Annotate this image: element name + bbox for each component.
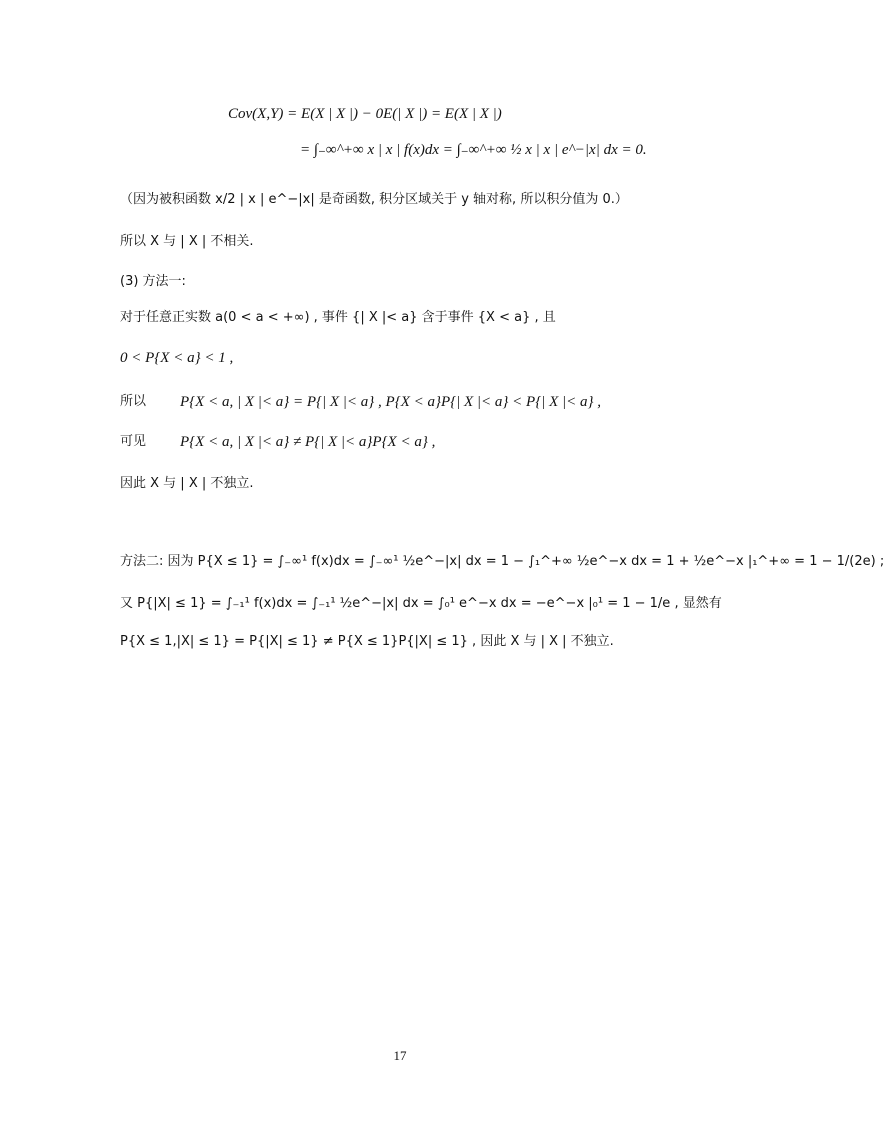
odd-function-reason: （因为被积函数 x/2 | x | e^−|x| 是奇函数, 积分区域关于 y 轴对称, 所以积分值为 0.）: [120, 192, 628, 207]
method2-line-1: 方法二: 因为 P{X ≤ 1} = ∫₋∞¹ f(x)dx = ∫₋∞¹ ½e^−|x| dx = 1 − ∫₁^+∞ ½e^−x dx = 1 + ½e^−x |₁^+∞ = 1 − 1/(2e) ;: [120, 554, 884, 569]
uncorrelated-conclusion: 所以 X 与 | X | 不相关.: [120, 234, 254, 249]
method1-line-4: P{X < a, | X |< a} ≠ P{| X |< a}P{X < a} ,: [180, 434, 436, 450]
method1-line-2: 0 < P{X < a} < 1 ,: [120, 350, 234, 366]
method1-line-3-label: 所以: [120, 394, 147, 409]
cov-equation-line-1: Cov(X,Y) = E(X | X |) − 0E(| X |) = E(X | X |): [228, 106, 502, 122]
part3-method1-header: (3) 方法一:: [120, 274, 186, 289]
method2-line-2: 又 P{|X| ≤ 1} = ∫₋₁¹ f(x)dx = ∫₋₁¹ ½e^−|x| dx = ∫₀¹ e^−x dx = −e^−x |₀¹ = 1 − 1/e , 显然有: [120, 596, 722, 611]
method1-line-4-label: 可见: [120, 434, 147, 449]
cov-equation-line-2: = ∫₋∞^+∞ x | x | f(x)dx = ∫₋∞^+∞ ½ x | x | e^−|x| dx = 0.: [300, 142, 647, 158]
method1-conclusion: 因此 X 与 | X | 不独立.: [120, 476, 254, 491]
page-number: 17: [393, 1048, 407, 1063]
method1-line-1: 对于任意正实数 a(0 < a < +∞) , 事件 {| X |< a} 含于事件 {X < a} , 且: [120, 310, 556, 325]
method1-line-3: P{X < a, | X |< a} = P{| X |< a} , P{X < a}P{| X |< a} < P{| X |< a} ,: [180, 394, 601, 410]
method2-line-3: P{X ≤ 1,|X| ≤ 1} = P{|X| ≤ 1} ≠ P{X ≤ 1}P{|X| ≤ 1} , 因此 X 与 | X | 不独立.: [120, 634, 614, 649]
